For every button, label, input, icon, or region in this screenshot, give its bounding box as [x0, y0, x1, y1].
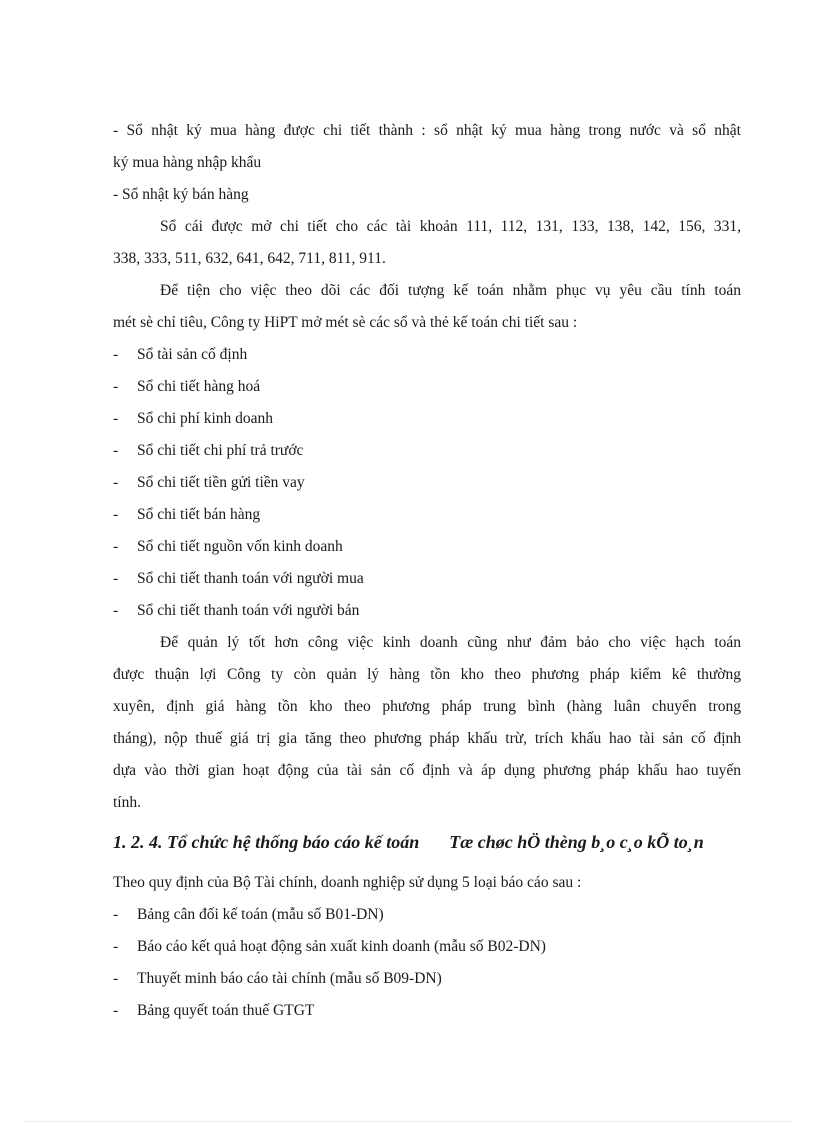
tracking-paragraph-line-1: Để tiện cho việc theo dõi các đối tượng kế toán nhằm phục vụ yêu cầu tính toán [160, 282, 741, 299]
bullet: - [113, 602, 119, 619]
bullet: - [113, 506, 119, 523]
list-item: Sổ chi tiết nguồn vốn kinh doanh [137, 538, 343, 555]
bullet: - [113, 442, 119, 459]
bullet: - [113, 538, 119, 555]
management-paragraph-line-1: Để quản lý tốt hơn công việc kinh doanh cũng như đảm bảo cho việc hạch toán [160, 634, 741, 651]
list-item: Sổ chi tiết bán hàng [137, 506, 261, 523]
section-heading-garbled: Tæ chøc hÖ thèng b¸o c¸o kÕ to¸n [449, 832, 704, 852]
management-paragraph-line-6: tính. [113, 794, 141, 811]
ledger-paragraph-line-2: 338, 333, 511, 632, 641, 642, 711, 811, 911. [113, 250, 386, 267]
bullet: - [113, 938, 119, 955]
list-item: Thuyết minh báo cáo tài chính (mẫu số B09-DN) [137, 970, 442, 987]
list-item: Sổ chi tiết thanh toán với người mua [137, 570, 364, 587]
bullet: - [113, 474, 119, 491]
ledger-paragraph-line-1: Sổ cái được mở chi tiết cho các tài khoản 111, 112, 131, 133, 138, 142, 156, 331, [160, 218, 741, 235]
list-item: Báo cáo kết quả hoạt động sản xuất kinh doanh (mẫu số B02-DN) [137, 938, 546, 955]
list-item: Sổ chi tiết chi phí trả trước [137, 442, 304, 459]
intro-line-3: - Sổ nhật ký bán hàng [113, 186, 249, 203]
intro-line-1: - Sổ nhật ký mua hàng được chi tiết thành : sổ nhật ký mua hàng trong nước và sổ nhật [113, 122, 741, 139]
bullet: - [113, 906, 119, 923]
list-item: Sổ tài sản cố định [137, 346, 248, 363]
tracking-paragraph-line-2: mét sè chỉ tiêu, Công ty HiPT mở mét sè các sổ và thẻ kế toán chi tiết sau : [113, 314, 578, 331]
list-item: Sổ chi tiết hàng hoá [137, 378, 261, 395]
management-paragraph-line-4: tháng), nộp thuế giá trị gia tăng theo phương pháp khấu trừ, trích khấu hao tài sản cố định [113, 730, 741, 747]
section-heading [113, 830, 704, 854]
bullet: - [113, 410, 119, 427]
bullet: - [113, 570, 119, 587]
list-item: Sổ chi tiết thanh toán với người bán [137, 602, 360, 619]
management-paragraph-line-5: dựa vào thời gian hoạt động của tài sản cố định và áp dụng phương pháp khấu hao tuyến [113, 762, 741, 779]
list-item: Bảng quyết toán thuế GTGT [137, 1002, 315, 1019]
page-bottom-divider [25, 1121, 791, 1122]
list-item: Sổ chi tiết tiền gửi tiền vay [137, 474, 305, 491]
bullet: - [113, 1002, 119, 1019]
section-heading-title: 1. 2. 4. Tổ chức hệ thống báo cáo kế toán [113, 832, 420, 852]
bullet: - [113, 970, 119, 987]
reports-intro: Theo quy định của Bộ Tài chính, doanh nghiệp sử dụng 5 loại báo cáo sau : [113, 874, 582, 891]
management-paragraph-line-2: được thuận lợi Công ty còn quản lý hàng tồn kho theo phương pháp kiểm kê thường [113, 666, 741, 683]
bullet: - [113, 378, 119, 395]
intro-line-2: ký mua hàng nhập khẩu [113, 154, 262, 171]
list-item: Bảng cân đối kế toán (mẫu số B01-DN) [137, 906, 384, 923]
list-item: Sổ chi phí kinh doanh [137, 410, 274, 427]
management-paragraph-line-3: xuyên, định giá hàng tồn kho theo phương pháp trung bình (hàng luân chuyển trong [113, 698, 741, 715]
bullet: - [113, 346, 119, 363]
